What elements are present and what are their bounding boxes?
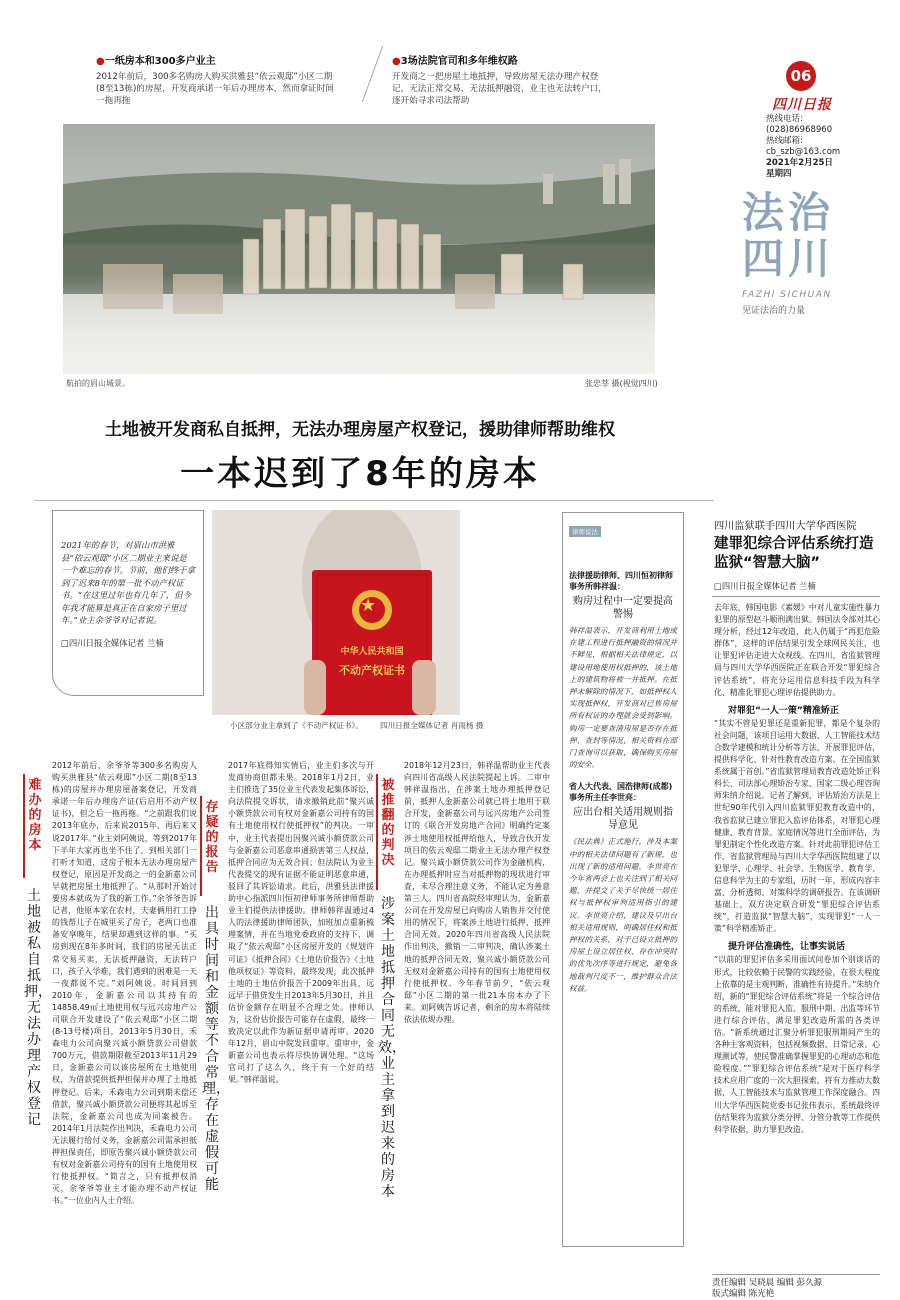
section-deck-3: 涉案土地抵押合同无效，业主拿到迟来的房本 [378, 896, 406, 1200]
section-bar-2 [200, 796, 202, 896]
editor-line-2: 版式编辑 陈光艳 [712, 1289, 775, 1299]
intro-box [52, 510, 204, 696]
article-kicker: 土地被开发商私自抵押，无法办理房屋产权登记，援助律师帮助维权 [105, 420, 615, 440]
intro-text: 2021年的春节，对眉山市洪雅县“依云观邸”小区二期业主来说是一个难忘的春节。节前，他们终于拿到了迟来8年的第一批不动产权证书。“在这里过年也有几年了，但今年我才能算是真正在自家房子里过年。”业主余爷爷对记者说。 [61, 540, 195, 625]
city-aerial-photo [63, 124, 655, 374]
sidebar-title-2: 应出台相关适用规则指导意见 [573, 807, 673, 832]
intro-byline: □四川日报全媒体记者 兰楠 [61, 637, 164, 648]
section-label-3: 被推翻的判决 [381, 778, 395, 868]
photo-credit: 张忠莘 摄(视觉四川) [585, 379, 658, 388]
teaser-2-title: ●3场法院官司和多年维权路 [392, 56, 518, 67]
teaser-2-body: 开发商之一把房屋土地抵押，导致房屋无法办理产权登记，无法正常交易，无法抵押融资，业主也无法转户口，逐开始寻求司法帮助 [392, 72, 607, 106]
issue-date: 2021年2月25日 [766, 158, 833, 168]
section-title-line1: 法治 [742, 188, 835, 237]
photo-caption: 航拍的眉山城景。 [66, 379, 130, 388]
footer-divider [712, 1274, 880, 1275]
bullet-icon: ● [96, 56, 105, 67]
sidebar-role-1: 法律援助律师、四川恒初律师事务所韩祥温： [569, 571, 673, 591]
right-article-byline: □四川日报全媒体记者 兰楠 [714, 581, 816, 591]
editor-credits [712, 1278, 822, 1300]
section-deck-2: 出具时间和金额等不合常理，存在虚假可能 [202, 905, 230, 1193]
right-subhead-1: 对罪犯“一人一策”精准矫正 [728, 705, 839, 716]
section-pinyin: FAZHI SICHUAN [742, 290, 832, 300]
article-headline[interactable]: 一本迟到了8年的房本 [180, 454, 540, 494]
article-column-3: 2018年12月23日，韩祥温帮助业主代表向四川省高级人民法院提起上诉。二审中韩祥温指出，在涉案土地办理抵押登记前，抵押人金新嘉公司就已将土地用于联合开发，金新嘉公司与远兴房地产公司签订的《联合开发房地产合同》明确约定案涉土地使用权抵押给他人，导致合伙开发项目的依云观邸二期业主无法办理产权登记。聚兴诚小额贷款公司作为金融机构，在办理抵押时应当对抵押物的现状进行审查，未尽合理注意义务，不能认定为善意第三人。四川省高院经审理认为，金新嘉公司在开发房屋已向购房人销售并交付使用的情况下，将案涉土地进行抵押，抵押合同无效。2020年四川省高级人民法院作出判决，撤销一二审判决，确认涉案土地的抵押合同无效，聚兴诚小额贷款公司无权对金新嘉公司持有的国有土地使用权行使抵押权。今年春节前夕，“依云观邸”小区二期的第一批21本房本办了下来。刘阿姨告诉记者，剩余的房本将陆续依法依规办理。 [404, 761, 550, 1024]
sidebar-title-1: 购房过程中一定要提高警惕 [573, 596, 673, 620]
teaser-1-body: 2012年前后，300多名购房人购买洪雅县“依云观邸”小区二期(8至13栋)的房屋，开发商承诺一年后办理房本，然而拿证时间一拖再拖 [96, 72, 334, 106]
hotline-number: (028)86968960 [766, 125, 833, 135]
certificate-credit: 四川日报全媒体记者 肖雨杨 摄 [380, 721, 484, 730]
emblem-icon: ★ [360, 595, 377, 616]
teaser-1[interactable] [96, 52, 336, 107]
section-slogan: 见证法治的力量 [742, 306, 806, 316]
section-bar-3 [376, 774, 378, 890]
sidebar-tag: 律师说法 [569, 526, 601, 537]
section-title-line2: 四川 [742, 234, 835, 283]
article-column-2: 2017年底得知实情后，业主们多次与开发商协商但都未果。2018年1月2日，业主们推选了35位业主代表发起集体诉讼，向法院提交诉状，请求撤销此前“聚兴诚小额贷款公司有权对金新嘉公司持有的国有土地使用权行使抵押权”的判决。一审中，业主代表提出因聚兴诚小额贷款公司与金新嘉公司恶意串通损害第三人权益，抵押合同应为无效合同；但法院认为业主代表提交的现有证据不能证明恶意串通，驳回了其诉讼请求。此后，洪雅县法律援助中心指派四川恒初律师事务所律师帮助业主们提供法律援助。律师韩祥温通过4人的法律援助律师团队，加班加点重新梳理案情，并在当地党委政府的支持下，调取了“依云观邸”小区房屋开发的《规划许可证》《抵押合同》《土地估价报告》《土地他项权证》等资料，最终发现，此次抵押土地的土地估价报告于2009年出具，远远早于借贷发生日2013年5月30日，并且估价金额存在明显不合理之处。律师认为，这份估价报告可能存在虚假，最终一致决定以此作为新证据申请再审。2020年12月，眉山中院发回重审。重审中，金新嘉公司也表示将尽快协调处理。“这场官司打了这么久，终于有一个好的结果。”韩祥温说。 [228, 761, 374, 1085]
section-masthead [742, 190, 872, 316]
right-article-body [714, 602, 880, 1270]
email-label: 热线邮箱: [766, 136, 803, 146]
certificate-line2: 不动产权证书 [339, 664, 405, 677]
teaser-divider [362, 46, 383, 103]
email-address[interactable]: cb_szb@163.com [766, 147, 841, 157]
issue-weekday: 星期四 [766, 169, 792, 179]
sidebar-text-2: 《民法典》正式施行，涉及本案中的相关法律问题有了新规，也出现了新的适用问题。李世亮在今年省两会上也关注到了相关问题，并提交了关于尽快统一居住权与抵押权审判适用指引的建议。李世亮介绍，建议及早出台相关适用规则，明确居住权和抵押权的关系，对于已设立抵押的房屋上设立居住权、存在冲突时的优先次序等进行规定，避免各地裁判尺度不一，维护群众合法权益。 [569, 837, 677, 993]
section-bar-1 [23, 774, 25, 878]
bullet-icon: ● [392, 56, 401, 67]
city-skyline-illustration [63, 124, 655, 374]
teaser-2[interactable] [392, 52, 614, 107]
section-label-1: 难办的房本 [28, 778, 42, 853]
right-subhead-2: 提升评估准确性，让事实说话 [728, 942, 846, 953]
certificate-line1: 中华人民共和国 [340, 647, 404, 657]
section-deck-1: 土地被私自抵押，无法办理产权登记 [24, 888, 52, 1128]
certificate-caption: 小区部分业主拿到了《不动产权证书》。 [230, 721, 363, 730]
right-article-headline[interactable]: 建罪犯综合评估系统打造监狱“智慧大脑” [714, 536, 874, 571]
headline-divider [34, 500, 714, 501]
right-article-kicker: 四川监狱联手四川大学华西医院 [714, 521, 857, 532]
section-label-2: 存疑的报告 [205, 800, 219, 875]
lawyer-sidebar [562, 512, 684, 1247]
certificate-illustration [212, 510, 460, 715]
sidebar-role-2: 省人大代表、国浩律师(成都)事务所主任李世亮： [569, 782, 673, 803]
contact-info [766, 114, 866, 180]
right-paragraph-2: “其实不管是犯罪还是重新犯罪，都是个复杂的社会问题，该项目运用大数据、人工智能技术结合数学建模和统计分析等方法，开展罪犯评估，提供科学化、针对性教育改造方案。在全国监狱系统属于首创。”省监狱管理局教育改造处矫正科科长、司法部心理矫治专家、国家二级心理咨询师朱纳介绍说。记者了解到，评估矫治方法是上世纪90年代引入四川监狱罪犯教育改造中的，我省监狱已建立罪犯入监评估体系，对罪犯心理健康、教育背景、家庭情况等进行全面评估，为罪犯制定个性化改造方案。针对此前罪犯评估工作，省监狱管理局与四川大学华西医院组建了以犯罪学、心理学、社会学、生物医学、教育学、信息科学为主的专家组，历时一年，形成内容丰富、分析透彻、对策科学的调研报告。在该调研基础上，双方决定联合研发“罪犯综合评估系统”，打造监狱“智慧大脑”，实现罪犯“一人一策”科学精准矫正。 [714, 718, 880, 934]
right-article-divider [712, 596, 880, 597]
editor-line-1: 责任编辑 吴晓晨 编辑 彭久源 [712, 1278, 823, 1288]
sidebar-text-1: 韩祥温表示，开发商利用土地或在建工程进行抵押融资的情况并不鲜见，根据相关法律规定，以建设用地使用权抵押的，该土地上的建筑物将被一并抵押。在抵押未解除的情况下，如抵押权人实现抵押权，开发商对已售房屋所有权证的办理就会受到影响。购房一定要查清房屋是否存在抵押、查封等情况，相关资料在部门查询可以获取，确保购买房屋的安全。 [569, 626, 677, 770]
page-number: 06 [786, 61, 816, 91]
certificate-photo [212, 510, 460, 715]
right-paragraph-1: 去年底，韩国电影《素媛》中对儿童实施性暴力犯罪的原型赵斗顺刑满出狱。韩国法令部对其心理分析，经过12年改造，此人仍属于“再犯危险群体”，这样的评估结果引发全球网民关注，也让罪犯评估走进大众视线。在四川，省监狱管理局与四川大学华西医院正在联合开发“罪犯综合评估系统”，将充分运用信息科技手段为科学化、精准化罪犯心理评估提供助力。 [714, 603, 880, 697]
article-column-1: 2012年前后，余爷爷等300多名购房人购买洪雅县“依云观邸”小区二期(8至13栋)的房屋并办理房屋备案登记，开发商承诺一年后办理房产证(后启用不动产权证书)，但之后一拖再拖。“之前跟我们说2013年底办，后来说2015年，再后来又说2017年。”业主刘阿姨说，等到2017年下半年大家再也坐不住了，到相关部门一打听才知道，这房子根本无法办理房屋产权登记，原因是开发商之一的金新嘉公司早就把房屋土地抵押了。“从那时开始讨要房本就成为了我的新工作。”余爷爷告诉记者，他原本家在农村，夫妻俩用打工挣的钱帮儿子在城里买了房子，老两口也准备安享晚年，结果却遇到这样的事。“买房到现在8年多时间，我们的房屋无法正常交易买卖，无法抵押融资，无法转户口，孩子入学难，我们遇到的困难是一天一夜都说不完。”刘阿姨说。时间回到2010年，金新嘉公司以其持有的14858.49㎡土地使用权与远兴房地产公司联合开发建设了“依云观邸”小区二期(8-13号楼)项目，2013年5月30日，禾森电力公司向聚兴诚小额贷款公司借款700万元，借款期限截至2013年11月29日，金新嘉公司以该房屋所在土地使用权，为借款提供抵押担保并办理了土地抵押登记。后来，禾森电力公司到期未偿还借款，聚兴诚小额贷款公司便将其起诉至法院，金新嘉公司也成为同案被告。2014年1月法院作出判决，禾森电力公司无法履行给付义务，金新嘉公司需承担抵押担保责任，即原告聚兴诚小额贷款公司有权对金新嘉公司持有的国有土地使用权行使抵押权。“简言之，只有抵押权消灭，余爷爷等业主才能办理不动产权证书。”一位业内人士介绍。 [52, 761, 197, 1206]
paper-logo: 四川日报 [772, 97, 832, 113]
teaser-1-title: ●一纸房本和300多户业主 [96, 56, 216, 67]
hotline-label: 热线电话: [766, 114, 803, 124]
right-paragraph-3: “以前的罪犯评估多采用面试问卷加个别谈话的形式，比较依赖于民警的实践经验，在很大程度上依靠的是主观判断，准确性有待提升。”朱纳介绍，新的“罪犯综合评估系统”将是一个综合评估的系统，能对罪犯入监、服刑中期、出监等环节进行综合评估，满足罪犯改造所需的各类评估。“新系统通过汇聚分析罪犯服刑期间产生的各种主客观资料，包括视频数据、日常记录、心理测试等，使民警准确掌握罪犯的心理动态和危险程度。”“罪犯综合评估系统”是对于医疗科学技术应用广度的一次大胆探索，将有力推动大数据、人工智能技术与监狱管理工作深度融合。四川大学华西医院党委书记张伟表示，系统最终评估结果将为监狱分类分押、分管分教等工作提供科学依据，助力罪犯改造。 [714, 955, 880, 1134]
